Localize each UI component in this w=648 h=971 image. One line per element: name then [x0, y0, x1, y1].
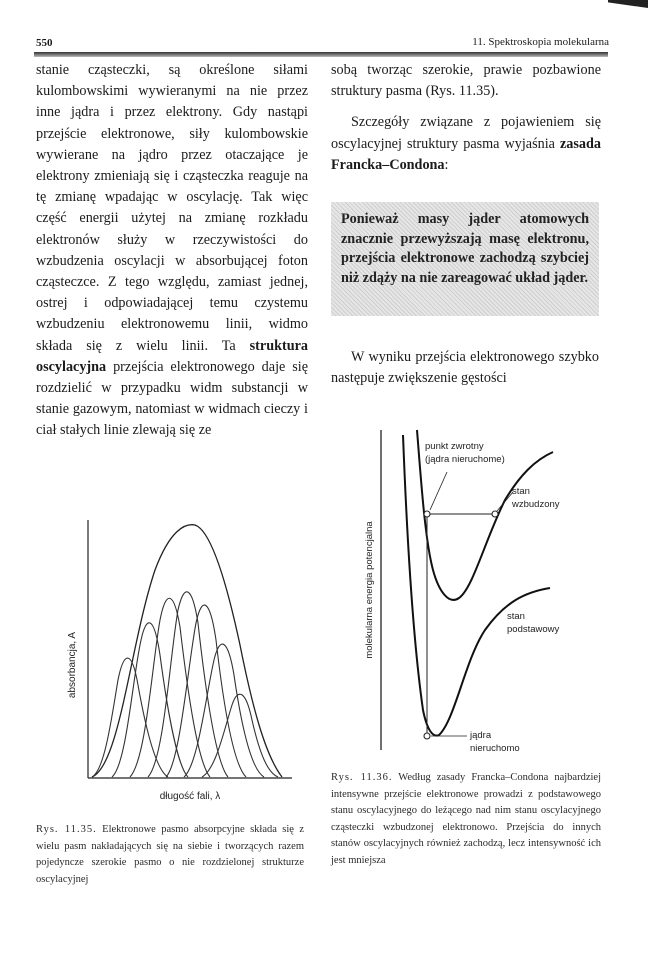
energy-axis-label: molekularna energia potencjalna	[364, 521, 375, 659]
turning-point-right	[492, 511, 498, 517]
right-text-column	[331, 60, 601, 176]
excited-state-leader	[497, 492, 513, 511]
ground-state-label-1: stan	[507, 611, 525, 622]
x-axis-label: długość fali, λ	[159, 791, 221, 802]
figure-11-36-caption: Rys. 11.36. Według zasady Francka–Condona najbardziej intensywne przejście elektronowe prowadzi z podstawowego stanu oscylacyjnego do leżącego nad nim stanu oscylacyjnego cząsteczki wzbudzonej elektronowo. Przejścia do innych stanów oscylacyjnych również zachodzą, lecz intensywność ich jest mniejsza	[331, 772, 601, 866]
component-band-7	[202, 694, 278, 777]
nuclei-label-2: nieruchomo	[470, 743, 520, 754]
definition-box	[331, 202, 599, 316]
figure-11-35-caption: Rys. 11.35. Elektronowe pasmo absorpcyjne składa się z wielu pasm nakładających się na siebie i tworzących razem pojedyncze szerokie pasmo o nie rozdzielonej strukturze oscylacyjnej	[36, 824, 305, 885]
page-corner-mark	[608, 0, 648, 8]
header-rule	[34, 52, 608, 57]
figure-11-36-franck-condon	[355, 420, 605, 760]
turning-point-leader	[430, 472, 447, 510]
term-vibrational-structure: struktura oscylacyjna	[36, 337, 308, 375]
paragraph-after-box: W wyniku przejścia elektronowego szybko następuje zwiększenie gęstości	[331, 349, 599, 387]
turning-point-left	[424, 511, 430, 517]
excited-state-label-2: wzbudzony	[512, 499, 560, 510]
running-header: 11. Spektroskopia molekularna	[472, 36, 609, 48]
left-text-column	[36, 60, 308, 442]
right-paragraph-2: Szczegóły związane z pojawieniem się oscylacyjnej struktury pasma wyjaśnia zasada Francka–Condona:	[331, 114, 601, 173]
figure-11-35-absorption-band	[60, 515, 300, 815]
component-band-1	[92, 658, 168, 777]
ground-state-label-2: podstawowy	[507, 624, 560, 635]
left-paragraph: stanie cząsteczki, są określone siłami kulombowskimi wywieranymi na nie przez inne jądra i przez elektrony. Gdy nastąpi przejście elektronowe, siły kulombowskie wywierane na jądro przez otaczające je elektrony zmieniają się i cząsteczka reaguje na tę zmianę wpadając w oscylację. Tak więc część energii użytej na zmianę rozkładu elektronów służy w rzeczywistości do wzbudzenia oscylacji w absorbującej foton cząsteczce. Z tego względu, zamiast jednej, ostrej i odpowiadającej temu czystemu wzbudzeniu elektronowemu linii, widmo składa się z wielu linii. Ta struktura oscylacyjna przejścia elektronowego daje się rozdzielić w przypadku widm substancji w stanie gazowym, natomiast w widmach cieczy i ciał stałych linie zlewają się ze	[36, 62, 308, 439]
y-axis-label: absorbancja, A	[67, 631, 78, 699]
ground-level-point	[424, 733, 430, 739]
excited-state-label-1: stan	[512, 486, 530, 497]
envelope-band	[92, 525, 282, 777]
nuclei-label-1: jądra	[470, 730, 492, 741]
right-paragraph-1: sobą tworząc szerokie, prawie pozbawione struktury pasma (Rys. 11.35).	[331, 62, 601, 100]
term-franck-condon: zasada Francka–Condona	[331, 135, 601, 173]
component-band-6	[184, 644, 264, 777]
page-number: 550	[36, 37, 53, 49]
turning-point-label-1: punkt zwrotny	[425, 441, 484, 452]
component-band-5	[166, 605, 246, 777]
turning-point-label-2: (jądra nieruchome)	[425, 454, 505, 465]
definition-text: Ponieważ masy jąder atomowych znacznie przewyższają masę elektronu, przejścia elektronowe zachodzą szybciej niż zdąży na nie zareagować układ jąder.	[341, 211, 589, 287]
ground-state-curve	[403, 435, 550, 736]
